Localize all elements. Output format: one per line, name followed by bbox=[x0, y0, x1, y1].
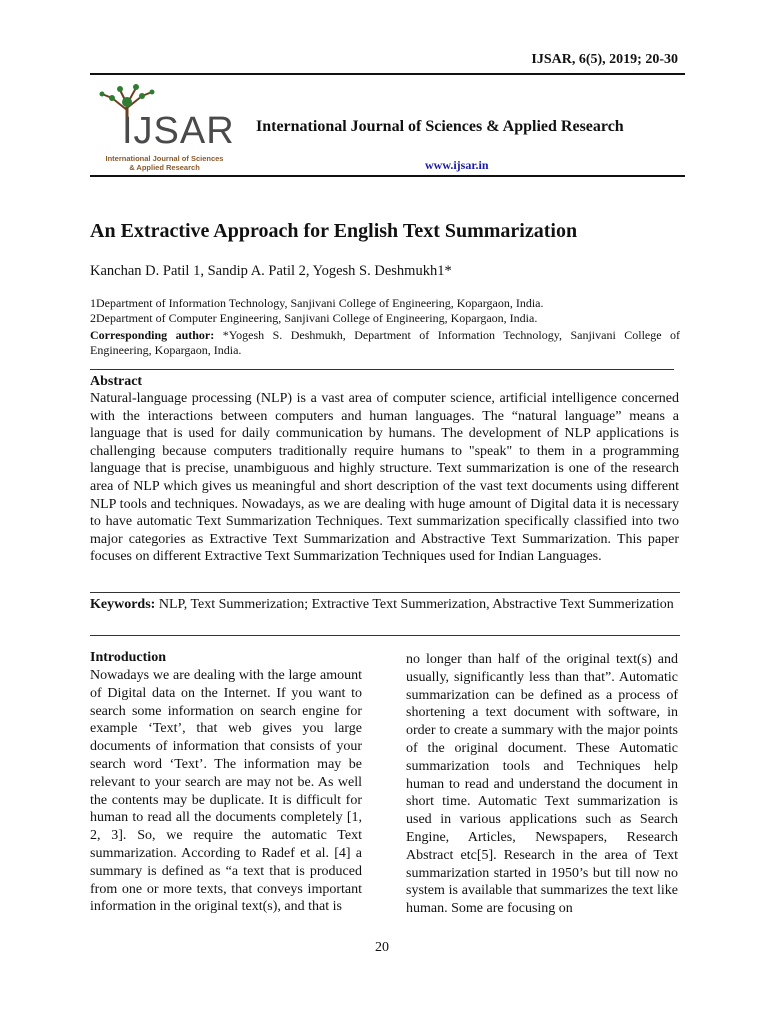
logo-wordmark: IJSAR bbox=[122, 110, 235, 152]
keywords-top-rule bbox=[90, 592, 680, 593]
header-bottom-rule bbox=[90, 175, 685, 177]
introduction-left-column: Nowadays we are dealing with the large amount of Digital data on the Internet. If you want to search some information on search engine for example ‘Text’, that web gives you large documents of information that consists of your search word ‘Text’. The information may be relevant to your search are may not be. As well the contents may be duplicate. It is difficult for human to read all the documents completely [1, 2, 3]. So, we require the automatic Text summarization. According to Radef et al. [4] a summary is defined as “a text that is produced from one or more texts, that conveys important information in the original text(s), and that is bbox=[90, 668, 362, 915]
corresponding-author bbox=[90, 328, 680, 358]
logo-subtitle: International Journal of Sciences & Applied Research bbox=[105, 154, 224, 172]
paper-title: An Extractive Approach for English Text Summarization bbox=[90, 220, 578, 242]
corresponding-label: Corresponding author: bbox=[90, 328, 215, 342]
keywords-bottom-rule bbox=[90, 635, 680, 636]
header-top-rule bbox=[90, 73, 685, 75]
keywords-label: Keywords: bbox=[90, 597, 156, 612]
introduction-right-column: no longer than half of the original text(s) and usually, significantly less than that”. Automatic summarization can be defined as a process of shortening a text document with software, in order to create a summary with the major points of the original document. These Automatic summarization tools and Techniques help human to read and understand the document in short time. Automatic Text summarization is used in various applications such as Search Engine, Articles, Newspapers, Research Abstract etc[5]. Research in the area of Text summarization started in 1950’s but till now no system is available that summarizes the text like human. Some are focusing on bbox=[406, 652, 678, 917]
journal-name: International Journal of Sciences & Applied Research bbox=[256, 118, 624, 135]
affiliation-rule bbox=[90, 369, 674, 370]
page-number: 20 bbox=[375, 940, 389, 955]
affiliation-2: 2Department of Computer Engineering, Sanjivani College of Engineering, Kopargaon, India. bbox=[90, 311, 538, 325]
keywords-text: NLP, Text Summerization; Extractive Text Summerization, Abstractive Text Summerization bbox=[155, 597, 674, 612]
abstract-body: Natural-language processing (NLP) is a vast area of computer science, artificial intelligence concerned with the interactions between computers and human languages. The “natural language” means a language that is used for daily communication by humans. The development of NLP applications is challenging because computers traditionally require humans to "speak" to them in a programming language that is precise, unambiguous and highly structure. Text summarization is one of the research area of NLP which gives us meaningful and short description of the vast text documents using different NLP tools and techniques. Nowadays, as we are dealing with huge amount of Digital data it is necessary to have automatic Text Summarization Techniques. Text summarization specifically classified into two major categories as Extractive Text Summarization and Abstractive Text Summarization. This paper focuses on different Extractive Text Summarization Techniques used for Indian Languages. bbox=[90, 391, 679, 565]
abstract-heading: Abstract bbox=[90, 374, 143, 389]
corresponding-text: *Yogesh S. Deshmukh, Department of Information Technology, Sanjivani College of Engineering, Kopargaon, India. bbox=[90, 328, 680, 357]
journal-url-link[interactable]: www.ijsar.in bbox=[425, 158, 489, 172]
journal-citation: IJSAR, 6(5), 2019; 20-30 bbox=[531, 52, 678, 67]
keywords-block bbox=[90, 596, 679, 614]
journal-logo bbox=[92, 80, 235, 172]
author-list: Kanchan D. Patil 1, Sandip A. Patil 2, Yogesh S. Deshmukh1* bbox=[90, 263, 452, 279]
introduction-heading: Introduction bbox=[90, 650, 166, 665]
affiliation-1: 1Department of Information Technology, Sanjivani College of Engineering, Kopargaon, India. bbox=[90, 296, 544, 310]
